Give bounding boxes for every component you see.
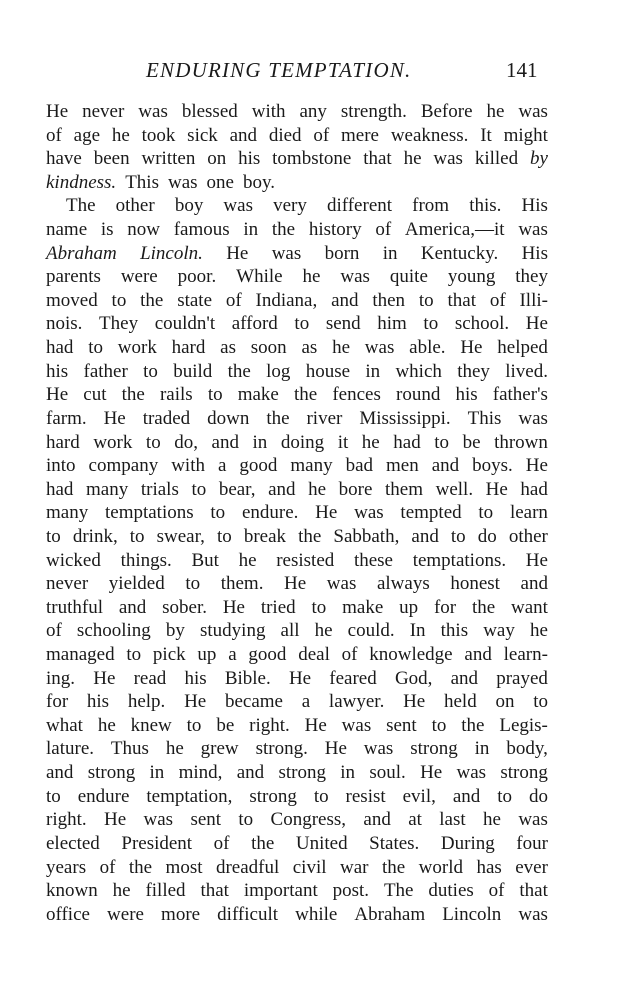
text-line: farm. He traded down the river Mississippi. This was (46, 407, 548, 429)
text-line: into company with a good many bad men and boys. He (46, 455, 548, 477)
text-line: truthful and sober. He tried to make up for the want (46, 596, 548, 618)
text-line: what he knew to be right. He was sent to the Legis- (46, 714, 548, 736)
text-line: for his help. He became a lawyer. He held on to (46, 691, 548, 713)
text-line: to endure temptation, strong to resist evil, and to do (46, 785, 548, 807)
text-line: right. He was sent to Congress, and at last he was (46, 809, 548, 831)
text-line: elected President of the United States. During four (46, 832, 548, 854)
text-line: parents were poor. While he was quite young they (46, 266, 548, 288)
text-line: nois. They couldn't afford to send him to school. He (46, 313, 548, 335)
text-line: of schooling by studying all he could. In this way he (46, 620, 548, 642)
text-line: kindness. This was one boy. (46, 171, 275, 193)
text-line: office were more difficult while Abraham Lincoln was (46, 903, 548, 925)
text-line: lature. Thus he grew strong. He was strong in body, (46, 738, 548, 760)
text-line: never yielded to them. He was always honest and (46, 573, 548, 595)
text-line: managed to pick up a good deal of knowledge and learn- (46, 644, 548, 666)
text-line: Abraham Lincoln. He was born in Kentucky. His (46, 242, 548, 264)
text-line: The other boy was very different from this. His (66, 195, 548, 217)
text-line: years of the most dreadful civil war the world has ever (46, 856, 548, 878)
text-line: hard work to do, and in doing it he had to be thrown (46, 431, 548, 453)
text-line: name is now famous in the history of America,—it was (46, 219, 548, 241)
text-line: wicked things. But he resisted these temptations. He (46, 549, 548, 571)
text-line: ing. He read his Bible. He feared God, and prayed (46, 667, 548, 689)
text-line: of age he took sick and died of mere weakness. It might (46, 124, 548, 146)
text-line: He cut the rails to make the fences round his father's (46, 384, 548, 406)
text-line: moved to the state of Indiana, and then to that of Illi- (46, 289, 548, 311)
text-line: and strong in mind, and strong in soul. He was strong (46, 762, 548, 784)
running-head (0, 58, 623, 88)
text-line: his father to build the log house in which they lived. (46, 360, 548, 382)
text-line: have been written on his tombstone that he was killed by (46, 148, 548, 170)
text-line: had many trials to bear, and he bore them well. He had (46, 478, 548, 500)
text-line: to drink, to swear, to break the Sabbath, and to do other (46, 525, 548, 547)
text-line: known he filled that important post. The duties of that (46, 880, 548, 902)
text-line: had to work hard as soon as he was able. He helped (46, 337, 548, 359)
text-line: many temptations to endure. He was tempted to learn (46, 502, 548, 524)
page-number: 141 (506, 58, 538, 82)
running-title: ENDURING TEMPTATION. (146, 58, 412, 82)
body-text (46, 100, 548, 926)
text-line: He never was blessed with any strength. Before he was (46, 101, 548, 122)
